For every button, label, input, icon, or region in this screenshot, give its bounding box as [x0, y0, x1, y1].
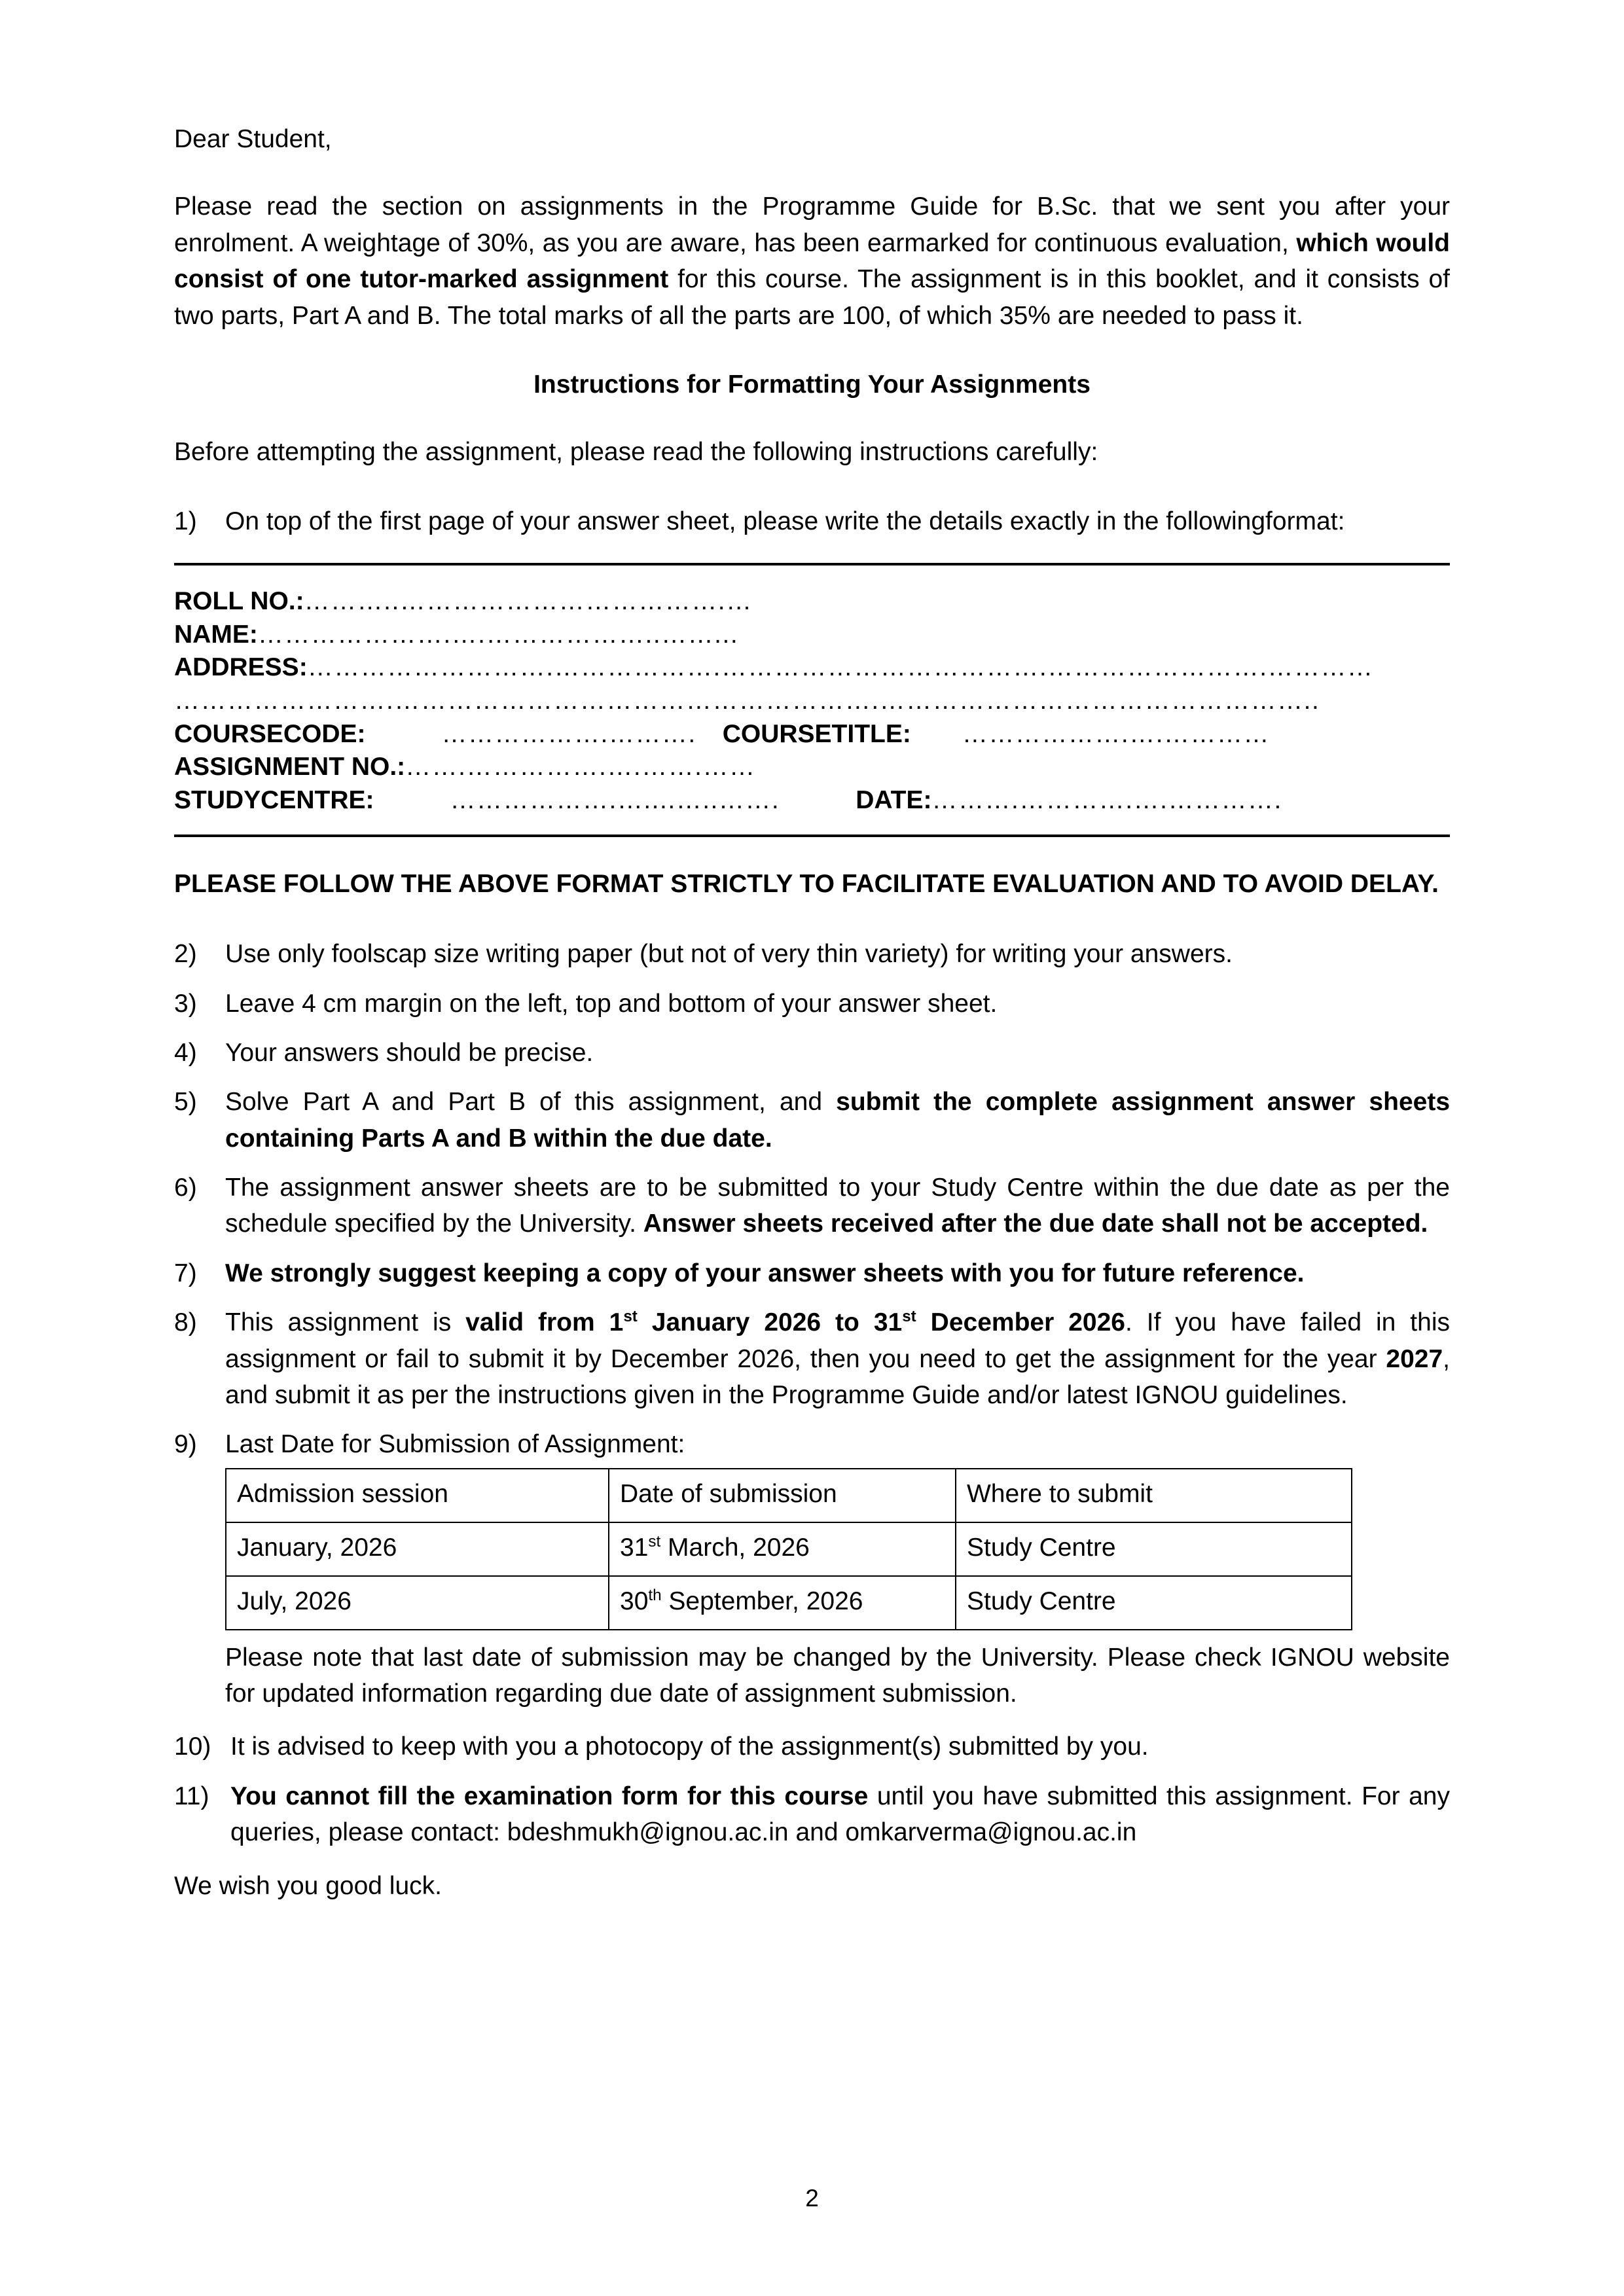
list-marker-2: 2): [174, 940, 197, 969]
submission-dates-table: [225, 1468, 1352, 1630]
list-text-11-part-1: until you have submitted this assignment. For any queries, please contact: bdeshmukh@ignou.ac.in and omkarverma@ignou.ac.in: [230, 1782, 1450, 1847]
list-marker-1: 1): [174, 507, 197, 535]
list-text-8-bold-valid: valid from 1: [465, 1308, 624, 1337]
list-text-8-bold-end: December 2026: [916, 1308, 1125, 1337]
instructions-list-top: [174, 503, 1450, 539]
format-line-address-continued: [174, 685, 1450, 718]
list-item-2: [174, 936, 1450, 972]
format-line-address: [174, 651, 1450, 685]
table-note: Please note that last date of submission may be changed by the University. Please check IGNOU website for updated information regarding due date of assignment submission.: [225, 1643, 1450, 1708]
list-text-8-bold-year: 2027: [1386, 1344, 1443, 1373]
list-text-8-sup-2: st: [902, 1308, 916, 1326]
list-item-7: [174, 1255, 1450, 1291]
list-item-6: [174, 1170, 1450, 1242]
list-item-8: [174, 1304, 1450, 1413]
intro-part-2: for this course. The assignment is in this booklet, and it consists of two parts, Part A and B. The total marks of all the parts are 100, of which 35% are needed to pass it.: [174, 265, 1450, 330]
lead-in-text: Before attempting the assignment, please read the following instructions carefully:: [174, 438, 1098, 467]
table-header-admission-session: Admission session: [226, 1469, 609, 1522]
list-item-4: [174, 1035, 1450, 1071]
list-text-8-part-3: , and submit it as per the instructions given in the Programme Guide and/or latest IGNOU guidelines.: [225, 1344, 1450, 1409]
list-text-8-part-1: This assignment is: [225, 1308, 466, 1337]
date-leader: ……….………….….………….: [931, 786, 1282, 815]
format-warning-text: PLEASE FOLLOW THE ABOVE FORMAT STRICTLY TO FACILITATE EVALUATION AND TO AVOID DELAY.: [174, 869, 1439, 898]
instructions-list-bottom: [174, 936, 1450, 1463]
list-marker-10: 10): [174, 1732, 211, 1761]
intro-part-1: Please read the section on assignments in the Programme Guide for B.Sc. that we sent you after your enrolment. A weightage of 30%, as you are aware, has been earmarked for continuous evaluation,: [174, 192, 1450, 257]
list-text-1: On top of the first page of your answer sheet, please write the details exactly in the followingformat:: [225, 507, 1345, 535]
coursetitle-label: COURSETITLE:: [722, 719, 911, 748]
list-item-1: [174, 503, 1450, 539]
table-cell-where: Study Centre: [956, 1522, 1352, 1576]
section-heading: Instructions for Formatting Your Assignments: [533, 370, 1091, 399]
list-marker-6: 6): [174, 1174, 197, 1202]
roll-no-leader: ………..……………………………….…: [304, 587, 753, 615]
table-row: [226, 1522, 1352, 1576]
list-text-9: Last Date for Submission of Assignment:: [225, 1430, 685, 1459]
salutation: Dear Student,: [174, 125, 332, 153]
list-item-9: [174, 1426, 1450, 1462]
date-number: 30: [620, 1587, 649, 1616]
studycentre-leader: ……………….…....…..…….: [450, 786, 780, 815]
list-text-4: Your answers should be precise.: [225, 1038, 594, 1067]
list-marker-4: 4): [174, 1038, 197, 1067]
date-rest: March, 2026: [660, 1534, 810, 1562]
list-item-10: [174, 1729, 1450, 1765]
address-label: ADDRESS:: [174, 653, 308, 682]
answer-sheet-format-box: [174, 563, 1450, 837]
list-text-8-sup-1: st: [623, 1308, 638, 1326]
list-text-5-bold: submit the complete assignment answer sheets containing Parts A and B within the due date.: [225, 1088, 1451, 1153]
page-number: 2: [805, 2185, 819, 2212]
intro-bold-1: which would consist of one tutor-marked assignment: [174, 228, 1451, 294]
list-text-8-bold-mid: January 2026 to 31: [637, 1308, 903, 1337]
instructions-list-final: [174, 1729, 1450, 1850]
assignment-no-leader: …….…………….….…….……: [405, 753, 756, 781]
list-text-2: Use only foolscap size writing paper (but not of very thin variety) for writing your answers.: [225, 940, 1233, 969]
table-cell-session: January, 2026: [226, 1522, 609, 1576]
table-header-where-to-submit: Where to submit: [956, 1469, 1352, 1522]
format-line-roll-no: [174, 585, 1450, 619]
list-marker-11: 11): [174, 1782, 209, 1810]
table-cell-session: July, 2026: [226, 1576, 609, 1630]
coursetitle-leader: ……………….….…………: [962, 719, 1271, 748]
list-item-11: [174, 1778, 1450, 1851]
date-ordinal-suffix: st: [648, 1533, 661, 1551]
address-leader: ……………………….……………….……………………………….…………………….…………: [307, 653, 1374, 682]
format-line-studycentre-date: [174, 784, 1450, 817]
table-row: [226, 1576, 1352, 1630]
table-cell-where: Study Centre: [956, 1576, 1352, 1630]
name-label: NAME:: [174, 620, 258, 649]
date-label: DATE:: [856, 786, 932, 815]
list-text-10: It is advised to keep with you a photocopy of the assignment(s) submitted by you.: [230, 1732, 1149, 1761]
list-text-6-bold: Answer sheets received after the due date shall not be accepted.: [643, 1210, 1428, 1238]
list-text-3: Leave 4 cm margin on the left, top and bottom of your answer sheet.: [225, 989, 998, 1018]
date-number: 31: [620, 1534, 649, 1562]
table-cell-date: [609, 1576, 956, 1630]
list-marker-9: 9): [174, 1430, 197, 1459]
name-leader: ………………….….………………..……...: [257, 620, 739, 649]
intro-paragraph: [174, 188, 1450, 334]
format-line-course: [174, 718, 1450, 751]
list-marker-3: 3): [174, 989, 197, 1018]
list-text-5-part-1: Solve Part A and Part B of this assignment, and: [225, 1088, 837, 1117]
list-text-7-bold: We strongly suggest keeping a copy of your answer sheets with you for future reference.: [225, 1259, 1305, 1287]
address-leader-2: …………………….……………………………………………….…………………………………………..: [174, 687, 1320, 715]
list-marker-5: 5): [174, 1088, 197, 1117]
submission-table-wrapper: [225, 1468, 1450, 1630]
list-marker-8: 8): [174, 1308, 197, 1337]
assignment-no-label: ASSIGNMENT NO.:: [174, 753, 406, 781]
format-line-name: [174, 619, 1450, 652]
coursecode-leader: ……………….……….: [441, 719, 696, 748]
table-header-date-of-submission: Date of submission: [609, 1469, 956, 1522]
table-header-row: [226, 1469, 1352, 1522]
list-item-3: [174, 986, 1450, 1022]
list-text-6-part-1: The assignment answer sheets are to be submitted to your Study Centre within the due date as per the schedule specified by the University.: [225, 1174, 1450, 1238]
coursecode-label: COURSECODE:: [174, 719, 366, 748]
list-item-5: [174, 1084, 1450, 1157]
roll-no-label: ROLL NO.:: [174, 587, 304, 615]
date-ordinal-suffix: th: [648, 1587, 662, 1605]
format-line-assignment-no: [174, 751, 1450, 784]
list-marker-7: 7): [174, 1259, 197, 1287]
list-text-11-bold: You cannot fill the examination form for this course: [230, 1782, 869, 1810]
table-cell-date: [609, 1522, 956, 1576]
studycentre-label: STUDYCENTRE:: [174, 786, 374, 815]
date-rest: September, 2026: [661, 1587, 863, 1616]
closing-text: We wish you good luck.: [174, 1871, 442, 1900]
list-text-8-part-2: . If you have failed in this assignment or fail to submit it by December 2026, then you need to get the assignment for the year: [225, 1308, 1450, 1373]
